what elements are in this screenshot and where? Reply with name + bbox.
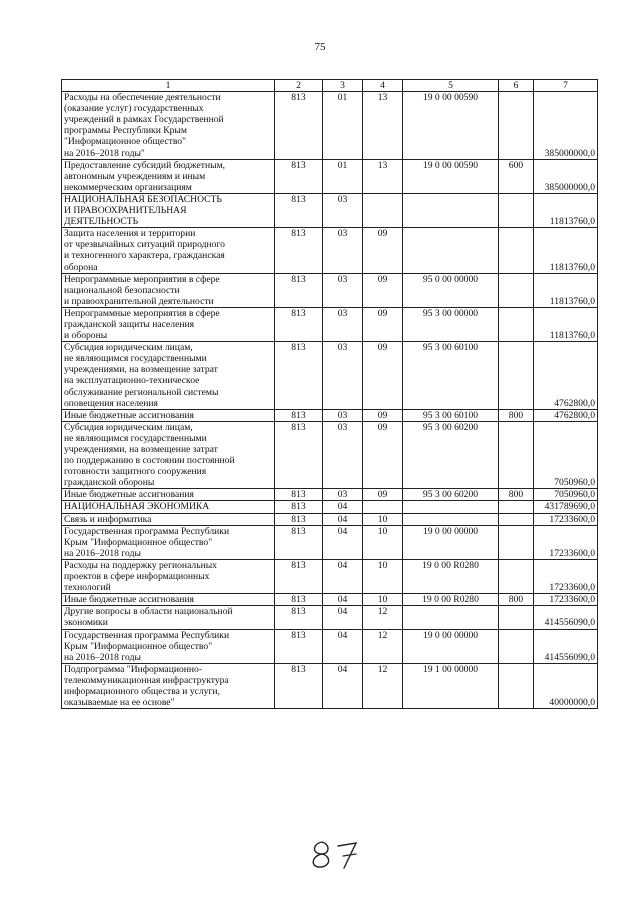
- row-code-cell-col5: [403, 228, 499, 273]
- table-row: [62, 409, 598, 421]
- row-code-cell-col2: 813: [275, 409, 323, 421]
- column-header: 5: [403, 80, 499, 92]
- row-code-cell-col4: 13: [363, 92, 403, 160]
- row-code-cell-col2: 813: [275, 525, 323, 559]
- row-code-cell-col2: 813: [275, 606, 323, 629]
- table-row: [62, 307, 598, 341]
- row-sum-cell: 414556090,0: [534, 606, 598, 629]
- row-name-cell: Непрограммные мероприятия в сфере гражданской защиты населения и обороны: [62, 307, 275, 341]
- row-code-cell-col3: 04: [323, 513, 363, 525]
- row-code-cell-col3: 01: [323, 92, 363, 160]
- row-code-cell-col4: 09: [363, 409, 403, 421]
- row-code-cell-col2: 813: [275, 559, 323, 593]
- row-code-cell-col3: 03: [323, 228, 363, 273]
- row-code-cell-col6: [499, 513, 534, 525]
- table-row: [62, 421, 598, 489]
- table-row: [62, 525, 598, 559]
- row-code-cell-col6: [499, 342, 534, 410]
- row-code-cell-col3: 03: [323, 409, 363, 421]
- row-code-cell-col2: 813: [275, 159, 323, 193]
- row-code-cell-col5: [403, 501, 499, 513]
- row-code-cell-col6: [499, 606, 534, 629]
- row-code-cell-col6: [499, 525, 534, 559]
- row-code-cell-col4: 09: [363, 228, 403, 273]
- row-code-cell-col6: 800: [499, 489, 534, 501]
- table-row: [62, 489, 598, 501]
- row-sum-cell: 4762800,0: [534, 342, 598, 410]
- row-code-cell-col2: 813: [275, 273, 323, 307]
- row-code-cell-col6: [499, 501, 534, 513]
- row-code-cell-col6: [499, 307, 534, 341]
- row-code-cell-col2: 813: [275, 421, 323, 489]
- row-name-cell: Иные бюджетные ассигнования: [62, 489, 275, 501]
- column-header: 1: [62, 80, 275, 92]
- row-name-cell: Государственная программа Республики Крым "Информационное общество" на 2016–2018 годы: [62, 629, 275, 663]
- row-code-cell-col3: 04: [323, 559, 363, 593]
- table-row: [62, 273, 598, 307]
- table-row: [62, 193, 598, 227]
- row-code-cell-col2: 813: [275, 228, 323, 273]
- row-name-cell: Защита населения и территории от чрезвычайных ситуаций природного и техногенного характера, гражданская оборона: [62, 228, 275, 273]
- row-sum-cell: 414556090,0: [534, 629, 598, 663]
- row-name-cell: НАЦИОНАЛЬНАЯ БЕЗОПАСНОСТЬ И ПРАВООХРАНИТЕЛЬНАЯ ДЕЯТЕЛЬНОСТЬ: [62, 193, 275, 227]
- row-sum-cell: 11813760,0: [534, 193, 598, 227]
- row-name-cell: Предоставление субсидий бюджетным, автономным учреждениям и иным некоммерческим организациям: [62, 159, 275, 193]
- row-code-cell-col4: 09: [363, 307, 403, 341]
- row-code-cell-col3: 04: [323, 501, 363, 513]
- row-code-cell-col4: [363, 193, 403, 227]
- row-code-cell-col4: 09: [363, 421, 403, 489]
- row-code-cell-col5: [403, 513, 499, 525]
- row-code-cell-col4: 09: [363, 273, 403, 307]
- row-code-cell-col3: 03: [323, 489, 363, 501]
- row-code-cell-col6: 800: [499, 594, 534, 606]
- row-code-cell-col3: 04: [323, 525, 363, 559]
- row-code-cell-col2: 813: [275, 663, 323, 708]
- row-code-cell-col4: [363, 501, 403, 513]
- row-code-cell-col3: 03: [323, 273, 363, 307]
- table-row: [62, 228, 598, 273]
- row-name-cell: Другие вопросы в области национальной экономики: [62, 606, 275, 629]
- row-name-cell: Расходы на поддержку региональных проектов в сфере информационных технологий: [62, 559, 275, 593]
- row-code-cell-col5: 19 0 00 00590: [403, 92, 499, 160]
- row-sum-cell: 385000000,0: [534, 159, 598, 193]
- row-code-cell-col6: [499, 228, 534, 273]
- row-sum-cell: 40000000,0: [534, 663, 598, 708]
- row-sum-cell: 17233600,0: [534, 559, 598, 593]
- table-row: [62, 159, 598, 193]
- row-code-cell-col4: 09: [363, 489, 403, 501]
- row-code-cell-col5: 19 0 00 00590: [403, 159, 499, 193]
- row-code-cell-col3: 03: [323, 342, 363, 410]
- row-sum-cell: 17233600,0: [534, 594, 598, 606]
- row-code-cell-col3: 04: [323, 594, 363, 606]
- row-code-cell-col4: 13: [363, 159, 403, 193]
- row-sum-cell: 7050960,0: [534, 489, 598, 501]
- row-code-cell-col5: 19 0 00 00000: [403, 629, 499, 663]
- row-code-cell-col5: 19 1 00 00000: [403, 663, 499, 708]
- row-code-cell-col5: 19 0 00 00000: [403, 525, 499, 559]
- table-row: [62, 501, 598, 513]
- row-code-cell-col2: 813: [275, 92, 323, 160]
- row-sum-cell: 4762800,0: [534, 409, 598, 421]
- row-code-cell-col2: 813: [275, 193, 323, 227]
- row-code-cell-col6: [499, 663, 534, 708]
- table-row: [62, 629, 598, 663]
- row-code-cell-col5: 95 3 00 60200: [403, 421, 499, 489]
- column-header: 7: [534, 80, 598, 92]
- row-code-cell-col4: 12: [363, 629, 403, 663]
- row-code-cell-col5: 19 0 00 R0280: [403, 594, 499, 606]
- row-sum-cell: 385000000,0: [534, 92, 598, 160]
- column-header: 3: [323, 80, 363, 92]
- column-header: 2: [275, 80, 323, 92]
- row-code-cell-col5: 95 3 00 00000: [403, 307, 499, 341]
- row-code-cell-col6: [499, 421, 534, 489]
- row-code-cell-col5: 95 3 00 60100: [403, 409, 499, 421]
- row-name-cell: Связь и информатика: [62, 513, 275, 525]
- table-row: [62, 559, 598, 593]
- row-code-cell-col5: [403, 193, 499, 227]
- row-code-cell-col3: 01: [323, 159, 363, 193]
- row-code-cell-col2: 813: [275, 629, 323, 663]
- table-row: [62, 594, 598, 606]
- row-code-cell-col2: 813: [275, 342, 323, 410]
- handwritten-page-number: [300, 834, 380, 874]
- row-code-cell-col4: 10: [363, 525, 403, 559]
- page-number: 75: [314, 41, 326, 53]
- table-row: [62, 606, 598, 629]
- row-code-cell-col5: 95 0 00 00000: [403, 273, 499, 307]
- row-code-cell-col3: 04: [323, 663, 363, 708]
- row-code-cell-col4: 12: [363, 663, 403, 708]
- row-code-cell-col6: [499, 92, 534, 160]
- table-row: [62, 342, 598, 410]
- column-header: 6: [499, 80, 534, 92]
- row-code-cell-col6: [499, 559, 534, 593]
- row-sum-cell: 431789690,0: [534, 501, 598, 513]
- row-sum-cell: 11813760,0: [534, 228, 598, 273]
- table-row: [62, 663, 598, 708]
- row-name-cell: Подпрограмма "Информационно- телекоммуникационная инфраструктура информационного общества и услуги, оказываемые на ее основе": [62, 663, 275, 708]
- row-sum-cell: 7050960,0: [534, 421, 598, 489]
- row-code-cell-col6: 800: [499, 409, 534, 421]
- row-name-cell: НАЦИОНАЛЬНАЯ ЭКОНОМИКА: [62, 501, 275, 513]
- row-code-cell-col6: 600: [499, 159, 534, 193]
- row-code-cell-col2: 813: [275, 307, 323, 341]
- row-code-cell-col3: 03: [323, 193, 363, 227]
- row-code-cell-col4: 12: [363, 606, 403, 629]
- row-code-cell-col5: [403, 606, 499, 629]
- row-code-cell-col4: 10: [363, 513, 403, 525]
- row-code-cell-col5: 19 0 00 R0280: [403, 559, 499, 593]
- table-row: [62, 92, 598, 160]
- row-code-cell-col2: 813: [275, 594, 323, 606]
- row-code-cell-col3: 03: [323, 421, 363, 489]
- table-row: [62, 513, 598, 525]
- row-name-cell: Государственная программа Республики Крым "Информационное общество" на 2016–2018 годы: [62, 525, 275, 559]
- row-code-cell-col6: [499, 273, 534, 307]
- row-code-cell-col4: 10: [363, 559, 403, 593]
- table-header-row: [62, 80, 598, 92]
- row-code-cell-col4: 09: [363, 342, 403, 410]
- row-name-cell: Иные бюджетные ассигнования: [62, 594, 275, 606]
- row-code-cell-col5: 95 3 00 60200: [403, 489, 499, 501]
- budget-table: [61, 79, 598, 709]
- row-name-cell: Иные бюджетные ассигнования: [62, 409, 275, 421]
- row-code-cell-col2: 813: [275, 489, 323, 501]
- row-name-cell: Непрограммные мероприятия в сфере национальной безопасности и правоохранительной деятельности: [62, 273, 275, 307]
- row-code-cell-col3: 04: [323, 629, 363, 663]
- row-code-cell-col4: 10: [363, 594, 403, 606]
- row-code-cell-col5: 95 3 00 60100: [403, 342, 499, 410]
- column-header: 4: [363, 80, 403, 92]
- row-code-cell-col3: 03: [323, 307, 363, 341]
- row-code-cell-col2: 813: [275, 513, 323, 525]
- row-sum-cell: 17233600,0: [534, 513, 598, 525]
- row-code-cell-col6: [499, 629, 534, 663]
- row-code-cell-col6: [499, 193, 534, 227]
- row-code-cell-col3: 04: [323, 606, 363, 629]
- row-sum-cell: 17233600,0: [534, 525, 598, 559]
- row-sum-cell: 11813760,0: [534, 273, 598, 307]
- row-code-cell-col2: 813: [275, 501, 323, 513]
- row-name-cell: Субсидия юридическим лицам, не являющимся государственными учреждениями, на возмещение затрат по поддержанию в состоянии постоянной готовности защитного сооружения гражданской обороны: [62, 421, 275, 489]
- row-name-cell: Субсидия юридическим лицам, не являющимся государственными учреждениями, на возмещение затрат на эксплуатационно-техническое обслуживание региональной системы оповещения населения: [62, 342, 275, 410]
- row-name-cell: Расходы на обеспечение деятельности (оказание услуг) государственных учреждений в рамках Государственной программы Республики Крым "Информационное общество" на 2016–2018 годы": [62, 92, 275, 160]
- row-sum-cell: 11813760,0: [534, 307, 598, 341]
